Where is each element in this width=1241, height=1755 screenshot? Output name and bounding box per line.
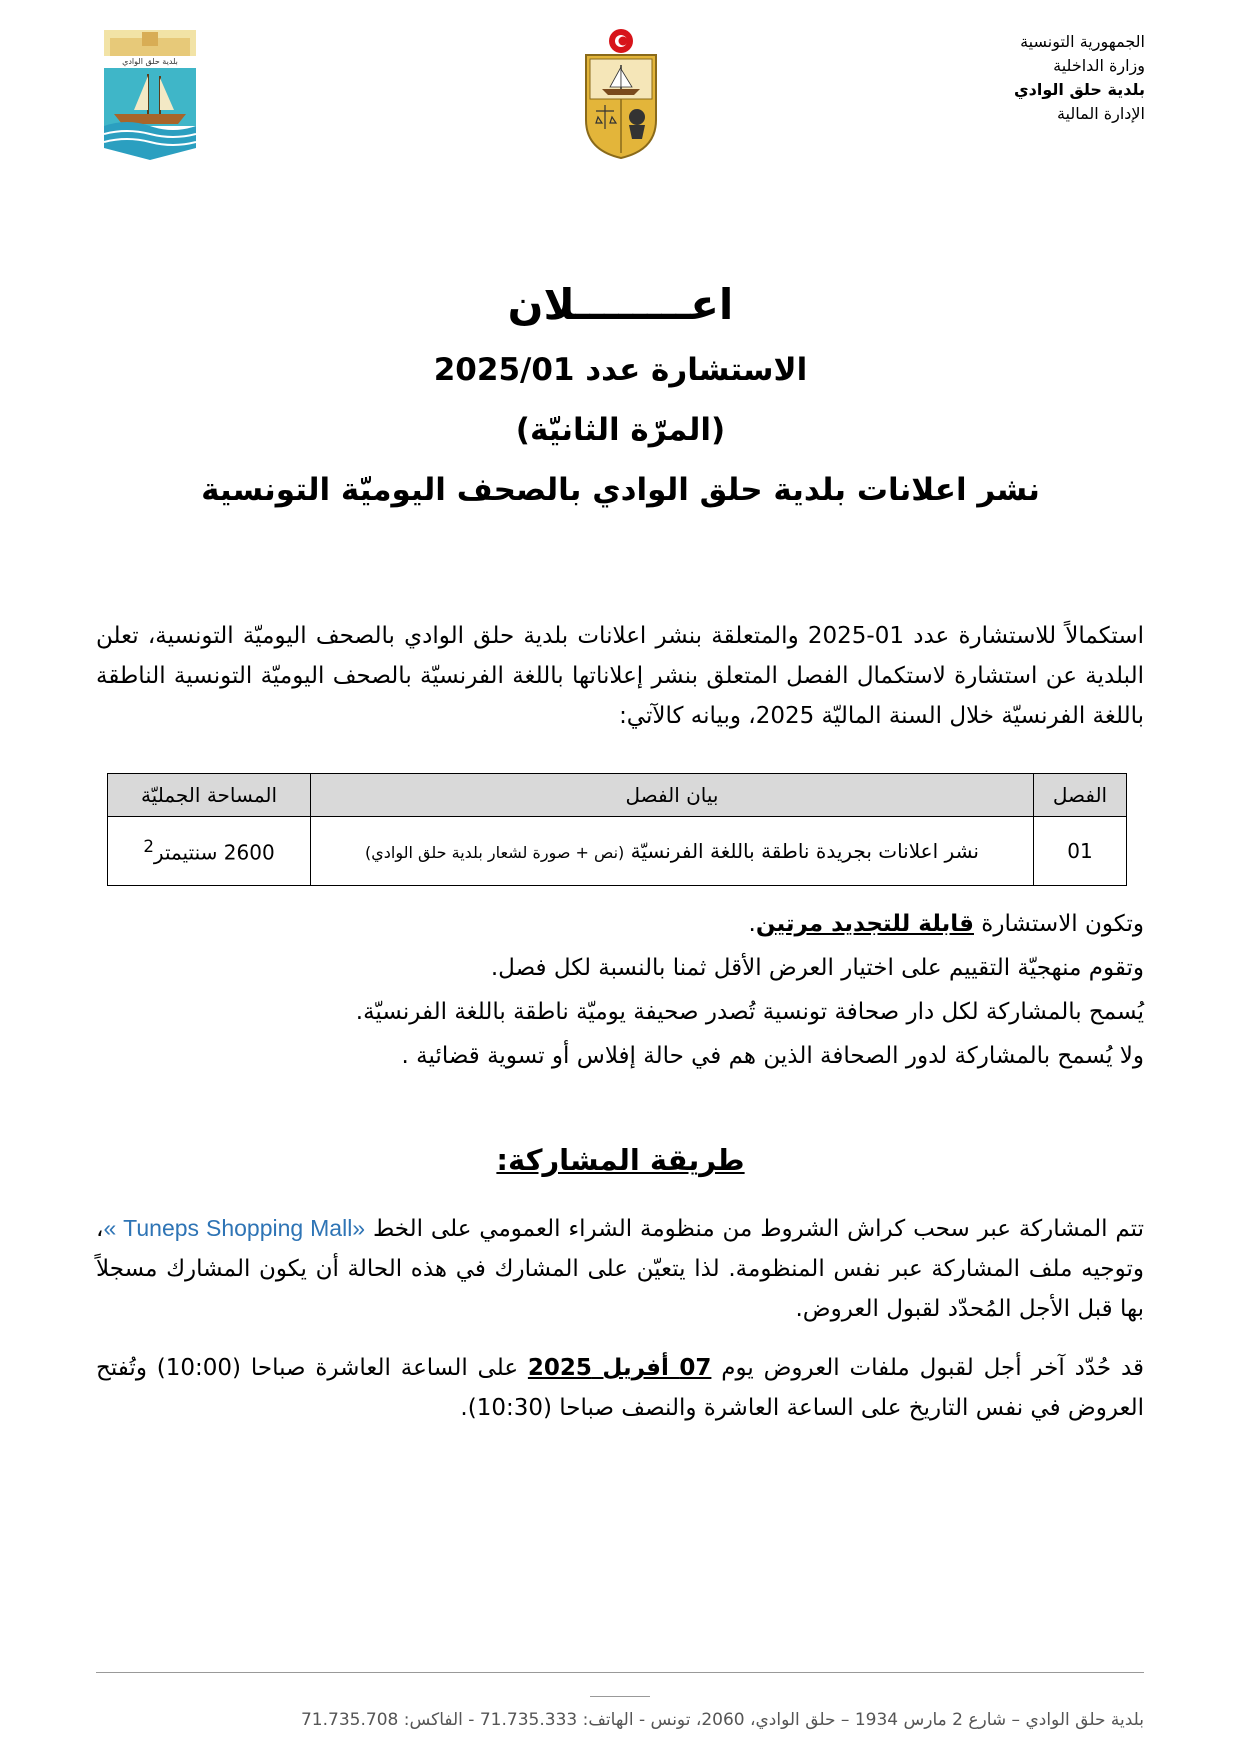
logo-caption: بلدية حلق الوادي xyxy=(122,57,178,66)
subject-title: نشر اعلانات بلدية حلق الوادي بالصحف اليوميّة التونسية xyxy=(201,472,1040,508)
header-municipality: بلدية حلق الوادي xyxy=(1014,80,1145,99)
renewal-bold: قابلة للتجديد مرتين xyxy=(755,911,974,937)
intro-paragraph xyxy=(96,616,1144,736)
col-description: بيان الفصل xyxy=(311,774,1034,817)
renewal-suffix: . xyxy=(748,911,756,937)
footer-short-divider xyxy=(590,1696,650,1697)
header-block xyxy=(885,30,1145,126)
chapters-table xyxy=(107,773,1127,886)
footer-divider xyxy=(96,1672,1144,1673)
evaluation-line: وتقوم منهجيّة التقييم على اختيار العرض الأقل ثمنا بالنسبة لكل فصل. xyxy=(490,955,1144,981)
tuneps-link: « Tuneps Shopping Mall» xyxy=(103,1215,366,1241)
renewal-line xyxy=(96,904,1144,944)
participation-heading-text: طريقة المشاركة: xyxy=(496,1143,745,1177)
participation-text-a: تتم المشاركة عبر سحب كراش الشروط من منظومة الشراء العمومي على الخط xyxy=(365,1216,1144,1242)
footer-address: بلدية حلق الوادي – شارع 2 مارس 1934 – حلق الوادي، 2060، تونس - الهاتف: 71.735.333 - الفاكس: 71.735.708 xyxy=(300,1710,1144,1730)
deadline-date: 07 أفريل 2025 xyxy=(527,1355,712,1381)
cell-chapter: 01 xyxy=(1034,817,1127,886)
cell-description xyxy=(311,817,1034,886)
intro-text: استكمالاً للاستشارة عدد 01-2025 والمتعلقة بنشر اعلانات بلدية حلق الوادي بالصحف اليوميّة التونسية، تعلن البلدية عن استشارة لاستكمال الفصل المتعلق بنشر إعلاناتها باللغة الفرنسيّة بالصحف اليوميّة التونسية الناطقة باللغة الفرنسيّة خلال السنة الماليّة 2025، وبيانه كالآتي: xyxy=(96,623,1144,729)
consultation-number: الاستشارة عدد 2025/01 xyxy=(433,352,808,388)
participation-paragraph xyxy=(96,1208,1144,1329)
description-main: نشر اعلانات بجريدة ناطقة باللغة الفرنسيّة xyxy=(630,839,979,863)
not-allowed-line: ولا يُسمح بالمشاركة لدور الصحافة الذين هم في حالة إفلاس أو تسوية قضائية . xyxy=(401,1043,1144,1069)
area-value: 2600 سنتيمتر xyxy=(153,840,275,865)
deadline-paragraph xyxy=(96,1348,1144,1428)
area-exponent: 2 xyxy=(143,837,154,857)
tunisia-coat-of-arms-icon xyxy=(578,25,664,160)
header-republic: الجمهورية التونسية xyxy=(1020,32,1145,51)
second-time-label: (المرّة الثانيّة) xyxy=(515,412,726,448)
header-ministry: وزارة الداخلية xyxy=(1053,56,1145,75)
allowed-line: يُسمح بالمشاركة لكل دار صحافة تونسية تُصدر صحيفة يوميّة ناطقة باللغة الفرنسيّة. xyxy=(355,999,1144,1025)
municipality-logo xyxy=(104,30,196,160)
cell-area xyxy=(108,817,311,886)
description-note: (نص + صورة لشعار بلدية حلق الوادي) xyxy=(365,843,625,862)
deadline-text-a: قد حُدّد آخر أجل لقبول ملفات العروض يوم xyxy=(711,1355,1145,1381)
participation-text-b: ، وتوجيه ملف المشاركة عبر نفس المنظومة. لذا يتعيّن على المشارك في هذه الحالة أن يكون المشارك مسجلاً بها قبل الأجل المُحدّد لقبول العروض. xyxy=(96,1216,1144,1322)
announcement-title: اعــــــــلان xyxy=(507,280,734,329)
participation-heading xyxy=(0,1143,1241,1177)
renewal-prefix: وتكون الاستشارة xyxy=(973,911,1144,937)
table-header-row xyxy=(108,774,1127,817)
col-chapter: الفصل xyxy=(1034,774,1127,817)
table-row xyxy=(108,817,1127,886)
header-department: الإدارة المالية xyxy=(1056,104,1145,123)
col-area: المساحة الجمليّة xyxy=(108,774,311,817)
deadline-text-b: على الساعة العاشرة صباحا (10:00) وتُفتح العروض في نفس التاريخ على الساعة العاشرة والنصف صباحا (10:30). xyxy=(96,1355,1144,1421)
